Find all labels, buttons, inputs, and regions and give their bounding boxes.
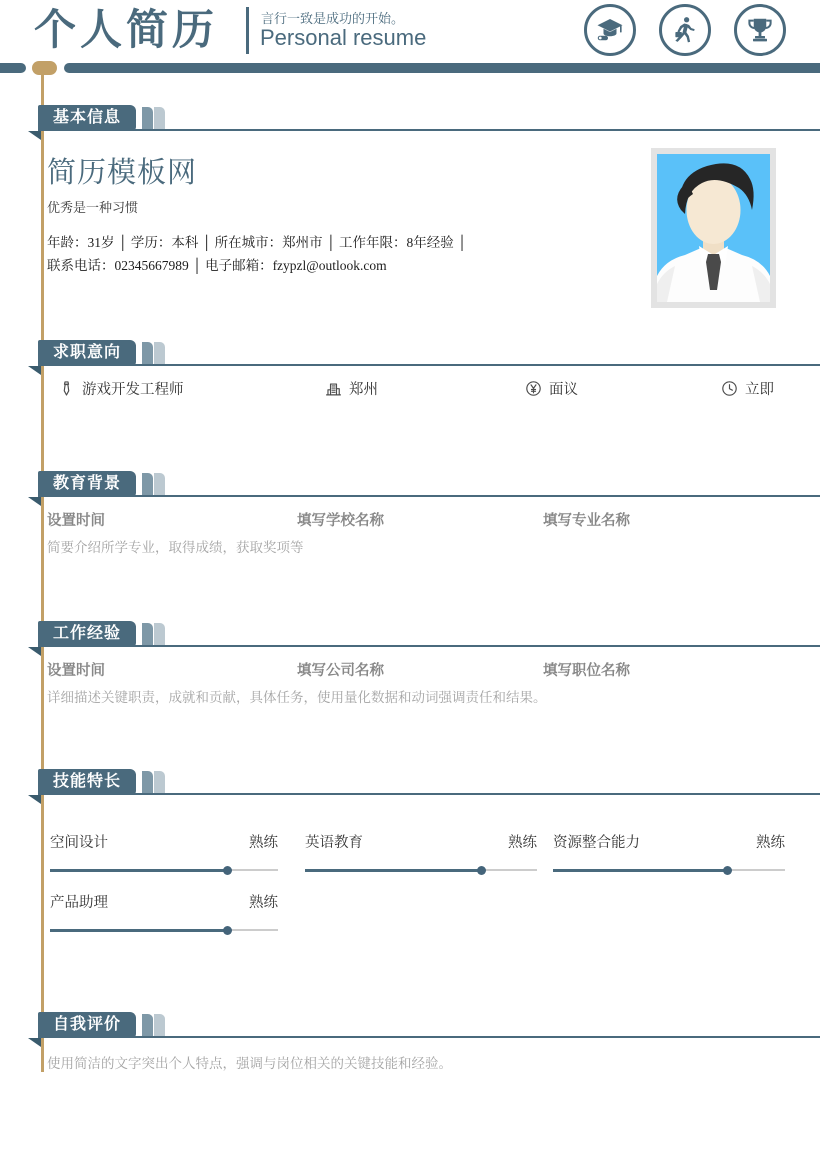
divider-segment-right bbox=[64, 63, 820, 73]
education-major-column: 填写专业名称 bbox=[543, 513, 630, 529]
profile-photo bbox=[651, 148, 776, 308]
gold-timeline-spine bbox=[41, 70, 44, 1072]
skill-slider bbox=[50, 865, 278, 875]
job-intention-row bbox=[0, 378, 820, 400]
section-badge: 技能特长 bbox=[38, 769, 136, 795]
skill-slider bbox=[50, 925, 278, 935]
header-subtitle-english: Personal resume bbox=[260, 25, 427, 50]
skill-name: 英语教育 bbox=[305, 835, 363, 851]
education-description: 简要介绍所学专业，取得成绩，获取奖项等 bbox=[47, 540, 304, 555]
page-title: 个人简历 bbox=[34, 6, 219, 53]
slider-fill bbox=[50, 869, 228, 872]
yen-icon bbox=[525, 380, 542, 397]
slider-handle bbox=[477, 866, 486, 875]
clock-icon bbox=[721, 380, 738, 397]
skill-item bbox=[305, 831, 537, 881]
intent-city-label: 郑州 bbox=[349, 382, 378, 398]
skill-name: 资源整合能力 bbox=[553, 835, 640, 851]
skill-item bbox=[50, 891, 278, 941]
section-badge: 自我评价 bbox=[38, 1012, 136, 1038]
skill-item bbox=[553, 831, 785, 881]
badge-tab-medium bbox=[142, 107, 153, 129]
section-header-basic-info bbox=[0, 105, 820, 141]
skill-item bbox=[50, 831, 278, 881]
badge-tab-medium bbox=[142, 623, 153, 645]
intent-salary-label: 面议 bbox=[549, 382, 578, 398]
badge-tab-light bbox=[154, 623, 165, 645]
person-slogan: 优秀是一种习惯 bbox=[47, 200, 139, 215]
running-businessman-icon bbox=[659, 4, 711, 56]
info-line-2: 联系电话：02345667989 │ 电子邮箱：fzypzl@outlook.com bbox=[47, 258, 387, 273]
trophy-icon bbox=[734, 4, 786, 56]
section-badge: 工作经验 bbox=[38, 621, 136, 647]
skill-slider bbox=[553, 865, 785, 875]
section-badge: 基本信息 bbox=[38, 105, 136, 131]
section-rule bbox=[38, 793, 820, 795]
badge-tab-medium bbox=[142, 1014, 153, 1036]
badge-fold bbox=[28, 1038, 41, 1047]
section-rule bbox=[38, 645, 820, 647]
badge-tab-medium bbox=[142, 473, 153, 495]
divider-segment-left bbox=[0, 63, 26, 73]
divider-gold-knob bbox=[32, 61, 57, 75]
education-time-column: 设置时间 bbox=[47, 513, 105, 529]
section-header-self-evaluation bbox=[0, 1012, 820, 1048]
skill-slider bbox=[305, 865, 537, 875]
intent-salary bbox=[525, 378, 578, 399]
section-badge: 教育背景 bbox=[38, 471, 136, 497]
section-rule bbox=[38, 129, 820, 131]
section-rule bbox=[38, 495, 820, 497]
badge-fold bbox=[28, 366, 41, 375]
skill-level: 熟练 bbox=[249, 835, 278, 851]
tie-icon bbox=[58, 380, 75, 397]
section-header-education bbox=[0, 471, 820, 507]
section-header-job-intention bbox=[0, 340, 820, 376]
info-line-1: 年龄：31岁 │ 学历：本科 │ 所在城市：郑州市 │ 工作年限：8年经验 │ bbox=[47, 235, 467, 250]
badge-tab-medium bbox=[142, 771, 153, 793]
graduation-cap-icon bbox=[584, 4, 636, 56]
slider-fill bbox=[553, 869, 727, 872]
badge-fold bbox=[28, 647, 41, 656]
skill-level: 熟练 bbox=[249, 895, 278, 911]
skill-name: 空间设计 bbox=[50, 835, 108, 851]
header-divider bbox=[246, 7, 249, 54]
work-position-column: 填写职位名称 bbox=[543, 663, 630, 679]
badge-fold bbox=[28, 131, 41, 140]
work-columns bbox=[0, 659, 820, 677]
intent-availability bbox=[721, 378, 774, 399]
section-header-work-experience bbox=[0, 621, 820, 657]
slider-handle bbox=[223, 866, 232, 875]
slider-fill bbox=[305, 869, 481, 872]
section-rule bbox=[38, 364, 820, 366]
work-time-column: 设置时间 bbox=[47, 663, 105, 679]
section-rule bbox=[38, 1036, 820, 1038]
work-description: 详细描述关键职责，成就和贡献，具体任务，使用量化数据和动词强调责任和结果。 bbox=[47, 690, 547, 705]
person-name: 简历模板网 bbox=[47, 157, 198, 189]
badge-tab-light bbox=[154, 1014, 165, 1036]
intent-availability-label: 立即 bbox=[745, 382, 774, 398]
skill-level: 熟练 bbox=[756, 835, 785, 851]
skill-level: 熟练 bbox=[508, 835, 537, 851]
badge-tab-light bbox=[154, 473, 165, 495]
intent-city bbox=[325, 378, 378, 399]
badge-tab-light bbox=[154, 107, 165, 129]
badge-fold bbox=[28, 497, 41, 506]
self-evaluation-description: 使用简洁的文字突出个人特点，强调与岗位相关的关键技能和经验。 bbox=[47, 1056, 452, 1071]
intent-position bbox=[58, 378, 184, 399]
slider-handle bbox=[223, 926, 232, 935]
intent-position-label: 游戏开发工程师 bbox=[82, 382, 184, 398]
section-header-skills bbox=[0, 769, 820, 805]
education-columns bbox=[0, 509, 820, 527]
slider-handle bbox=[723, 866, 732, 875]
education-school-column: 填写学校名称 bbox=[297, 513, 384, 529]
badge-tab-medium bbox=[142, 342, 153, 364]
skill-name: 产品助理 bbox=[50, 895, 108, 911]
work-company-column: 填写公司名称 bbox=[297, 663, 384, 679]
avatar-illustration bbox=[657, 154, 770, 302]
header-tagline: 言行一致是成功的开始。 bbox=[261, 11, 405, 26]
badge-tab-light bbox=[154, 342, 165, 364]
section-badge: 求职意向 bbox=[38, 340, 136, 366]
badge-fold bbox=[28, 795, 41, 804]
person-info-lines bbox=[47, 231, 607, 277]
slider-fill bbox=[50, 929, 228, 932]
badge-tab-light bbox=[154, 771, 165, 793]
building-icon bbox=[325, 380, 342, 397]
